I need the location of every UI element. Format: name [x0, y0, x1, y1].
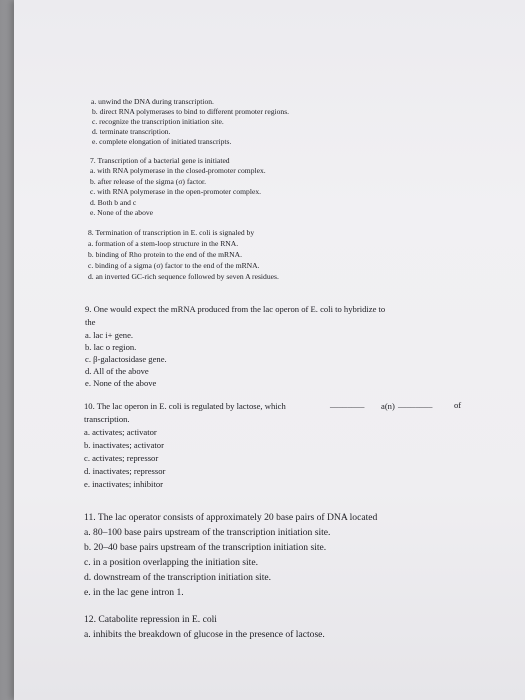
q10-blank-2: ________	[398, 399, 433, 409]
q7-stem: 7. Transcription of a bacterial gene is initiated	[90, 156, 230, 165]
q12-option-a: a. inhibits the breakdown of glucose in the presence of lactose.	[84, 629, 325, 640]
q10-option-a: a. activates; activator	[84, 427, 157, 437]
q11-option-d: d. downstream of the transcription initiation site.	[84, 572, 272, 583]
q10-stem-line-2: transcription.	[84, 414, 130, 424]
q7-option-e: e. None of the above	[90, 208, 154, 217]
q9-option-c: c. β-galactosidase gene.	[85, 354, 167, 364]
q9-option-d: d. All of the above	[85, 366, 149, 376]
q11-option-c: c. in a position overlapping the initiation site.	[84, 557, 258, 568]
q6-option-a: a. unwind the DNA during transcription.	[91, 97, 214, 106]
q10-option-c: c. activates; repressor	[84, 453, 159, 463]
q9-option-b: b. lac o region.	[85, 342, 137, 352]
q10-blank-1: ________	[330, 399, 365, 409]
q10-option-b: b. inactivates; activator	[84, 440, 164, 450]
q8-option-a: a. formation of a stem-loop structure in the RNA.	[88, 239, 239, 248]
q6-option-e: e. complete elongation of initiated transcripts.	[92, 137, 232, 146]
q12-stem: 12. Catabolite repression in E. coli	[84, 614, 217, 625]
q8-option-c: c. binding of a sigma (σ) factor to the end of the mRNA.	[88, 261, 260, 270]
q11-option-a: a. 80–100 base pairs upstream of the transcription initiation site.	[84, 527, 331, 538]
q9-stem-line-1: 9. One would expect the mRNA produced from the lac operon of E. coli to hybridize to	[85, 304, 386, 314]
q7-option-d: d. Both b and c	[90, 198, 137, 207]
q7-option-a: a. with RNA polymerase in the closed-promoter complex.	[90, 166, 266, 175]
q11-option-e: e. in the lac gene intron 1.	[84, 587, 184, 598]
q10-option-e: e. inactivates; inhibitor	[84, 479, 163, 489]
q10-option-d: d. inactivates; repressor	[84, 466, 166, 476]
q10-stem-part-3: of	[454, 400, 462, 410]
q6-option-b: b. direct RNA polymerases to bind to different promoter regions.	[92, 107, 290, 116]
q8-option-b: b. binding of Rho protein to the end of the mRNA.	[88, 250, 242, 259]
q8-option-d: d. an inverted GC-rich sequence followed by seven A residues.	[88, 272, 279, 281]
q6-option-d: d. terminate transcription.	[92, 127, 171, 136]
q10-stem-part-1: 10. The lac operon in E. coli is regulated by lactose, which	[84, 401, 286, 411]
q10-stem-part-2: a(n)	[381, 401, 395, 411]
q9-option-a: a. lac i+ gene.	[85, 330, 134, 340]
q6-option-c: c. recognize the transcription initiation site.	[92, 117, 224, 126]
q11-option-b: b. 20–40 base pairs upstream of the transcription initiation site.	[84, 542, 327, 553]
q7-option-c: c. with RNA polymerase in the open-promoter complex.	[90, 187, 262, 196]
q9-option-e: e. None of the above	[85, 378, 157, 388]
q8-stem: 8. Termination of transcription in E. coli is signaled by	[88, 228, 255, 237]
q9-stem-line-2: the	[85, 317, 96, 327]
q11-stem: 11. The lac operator consists of approximately 20 base pairs of DNA located	[84, 512, 378, 523]
q7-option-b: b. after release of the sigma (σ) factor.	[90, 177, 207, 186]
